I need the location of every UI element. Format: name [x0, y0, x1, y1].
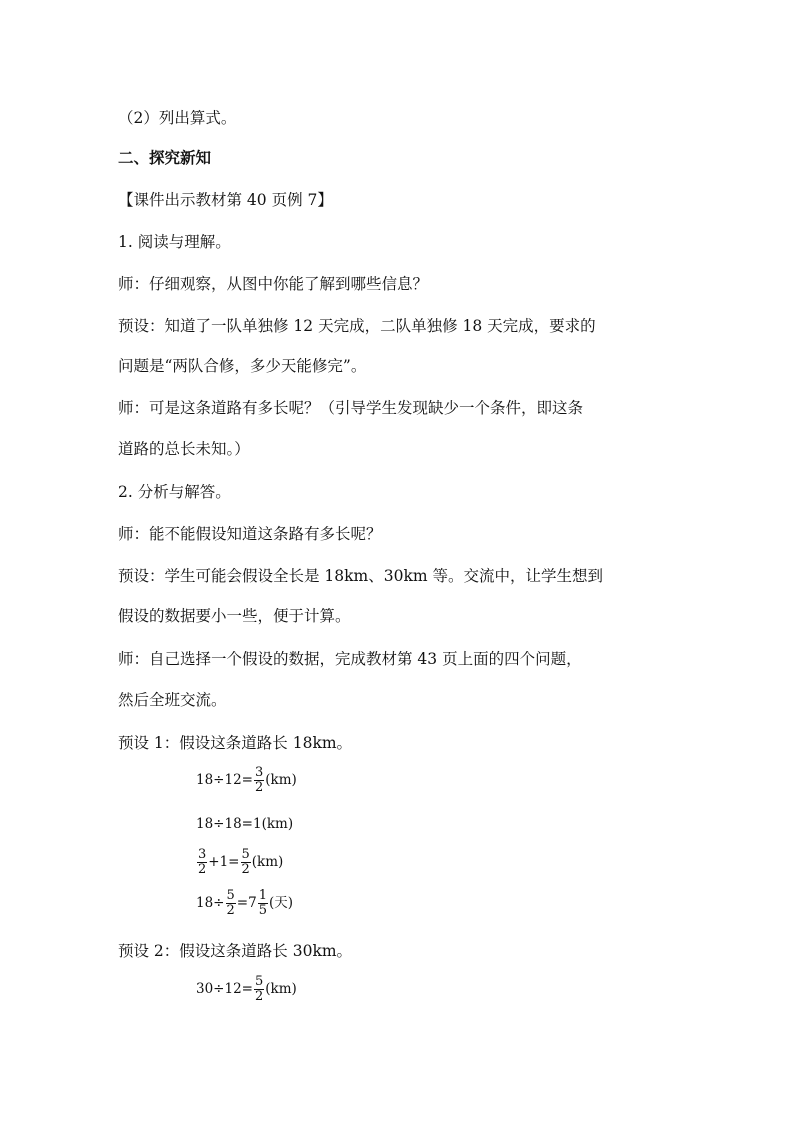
teacher-question-3: 师：能不能假设知道这条路有多长呢？: [118, 525, 382, 543]
fraction-numerator: 1: [258, 888, 267, 903]
equation-1-fraction: [254, 766, 264, 795]
equation-3-fraction-1: [197, 848, 207, 877]
equation-5-left: 30÷12=: [196, 980, 253, 997]
fraction-numerator: 5: [226, 888, 235, 903]
fraction-numerator: 3: [254, 765, 264, 780]
preset-2-heading: 预设 2：假设这条道路长 30km。: [118, 942, 353, 960]
equation-4-unit: (天): [268, 894, 294, 911]
equation-4-left: 18÷: [196, 894, 225, 911]
analyze-answer-heading: 2. 分析与解答。: [118, 483, 231, 501]
courseware-note: 【课件出示教材第 40 页例 7】: [118, 191, 333, 209]
equation-4-fraction: [226, 889, 236, 918]
fraction-denominator: 2: [254, 780, 264, 795]
equation-1-unit: (km): [265, 771, 297, 788]
equation-4: [196, 889, 293, 918]
preset-answer-2-line-1: 预设：学生可能会假设全长是 18km、30km 等。交流中，让学生想到: [118, 567, 603, 585]
equation-4-mixed-fraction: [258, 889, 268, 918]
equation-5-fraction: [254, 975, 264, 1004]
preset-answer-line-2: 问题是“两队合修，多少天能修完”。: [118, 357, 367, 375]
equation-1-left: 18÷12=: [196, 771, 253, 788]
teacher-instruction-line-2: 然后全班交流。: [118, 691, 227, 709]
preset-1-heading: 预设 1：假设这条道路长 18km。: [118, 734, 353, 752]
equation-3-mid: +1=: [208, 853, 240, 870]
fraction-numerator: 5: [241, 847, 250, 862]
preset-answer-2-line-2: 假设的数据要小一些，便于计算。: [118, 607, 351, 625]
section-heading: 二、探究新知: [118, 148, 212, 167]
fraction-denominator: 2: [226, 903, 235, 918]
teacher-question-1: 师：仔细观察，从图中你能了解到哪些信息？: [118, 275, 429, 293]
equation-3: [196, 848, 283, 877]
equation-4-mid: =7: [236, 894, 257, 911]
fraction-denominator: 2: [198, 862, 207, 877]
equation-2: [196, 818, 293, 832]
preset-answer-line-1: 预设：知道了一队单独修 12 天完成，二队单独修 18 天完成，要求的: [118, 317, 596, 335]
fraction-denominator: 2: [241, 862, 250, 877]
equation-5: [196, 975, 297, 1004]
teacher-instruction-line-1: 师：自己选择一个假设的数据，完成教材第 43 页上面的四个问题，: [118, 650, 582, 668]
fraction-denominator: 5: [258, 903, 267, 918]
fraction-denominator: 2: [254, 989, 264, 1004]
fraction-numerator: 5: [254, 974, 264, 989]
teacher-question-2-line-2: 道路的总长未知。）: [118, 440, 250, 458]
fraction-numerator: 3: [198, 847, 207, 862]
teacher-question-2-line-1: 师：可是这条道路有多长呢？（引导学生发现缺少一个条件，即这条: [118, 399, 584, 417]
read-understand-heading: 1. 阅读与理解。: [118, 233, 231, 251]
equation-3-unit: (km): [251, 853, 284, 870]
equation-5-unit: (km): [265, 980, 297, 997]
equation-3-fraction-2: [241, 848, 251, 877]
equation-2-text: 18÷18=1(km): [196, 816, 294, 832]
equation-1: [196, 766, 297, 795]
step-2-text: （2）列出算式。: [118, 109, 237, 127]
